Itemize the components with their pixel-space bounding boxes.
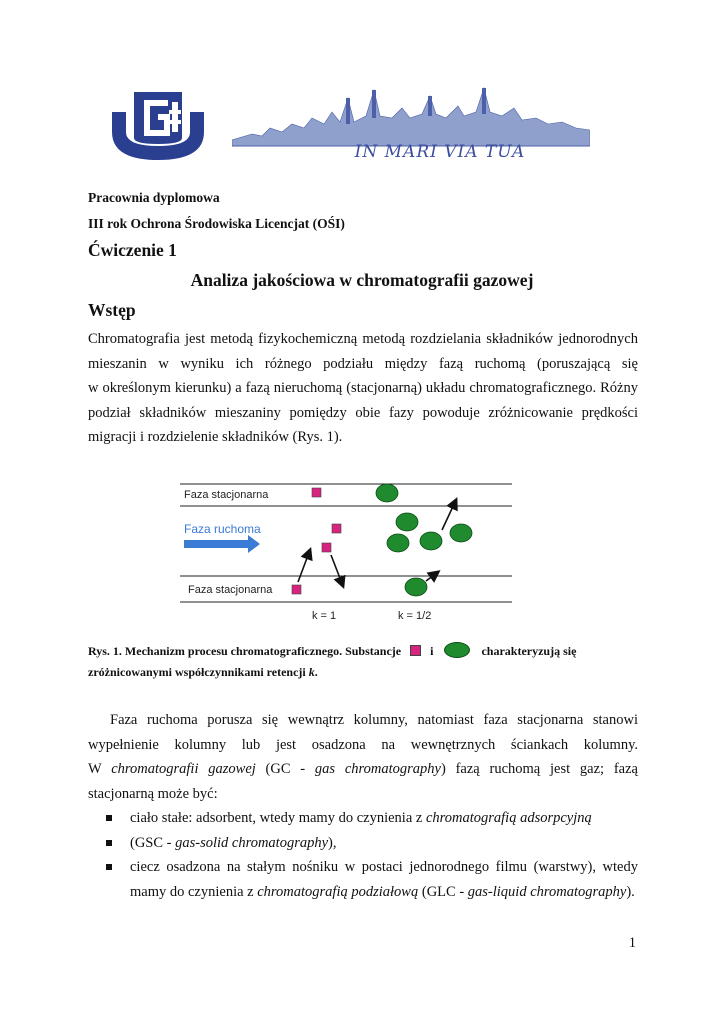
caption-text: zróżnicowanymi współczynnikami retencji [88,665,309,679]
intro-line: mieszanin w wyniku ich różnego podziału między fazą ruchomą (poruszającą się [88,355,638,372]
main-title: Analiza jakościowa w chromatografii gazowej [190,270,534,290]
circle-substance-icon [396,513,418,531]
para-italic: chromatografii gazowej [111,761,256,777]
k-value-1: k = 1 [312,610,337,622]
intro-line: podział składników mieszaniny pomiędzy obie fazy powoduje zróżnicowanie prędkości [88,404,638,421]
square-substance-icon [292,585,301,594]
circle-substance-icon [376,484,398,502]
intro-line: w określonym kierunku) a fazą nieruchomą (stacjonarną) układu chromatograficznego. Różny [88,380,638,396]
bullet-italic: gas-solid chromatography [175,834,329,851]
figure-caption-line1 [88,642,576,659]
label-stationary-bottom: Faza stacjonarna [188,584,273,596]
bullet-icon [106,815,112,821]
label-mobile-phase: Faza ruchoma [184,522,261,536]
label-stationary-top: Faza stacjonarna [184,489,269,501]
bullet-italic: chromatografią podziałową [257,883,419,900]
circle-substance-icon [387,534,409,552]
bullet-text: ciało stałe: adsorbent, wtedy mamy do czynienia z [130,810,426,826]
arrow-icon [442,500,456,530]
bullet-italic: chromatografią adsorpcyjną [425,810,592,826]
circle-substance-icon [420,532,442,550]
circle-legend-icon [444,642,470,658]
para-text: ) fazą ruchomą jest gaz; fazą [440,761,638,777]
intro-heading: Wstęp [88,300,136,320]
intro-line: Chromatografia jest metodą fizykochemiczną metodą rozdzielania składników jednorodnych [88,331,638,347]
bullet-icon [106,864,112,870]
motto: IN MARI VIA TUA [354,142,526,162]
bullet-text: ), [328,834,337,851]
bullet-icon [106,840,112,846]
caption-text: . [314,665,318,679]
bullet-text: ciecz osadzona na stałym nośniku w postaci jednorodnego filmu (warstwy), wtedy mamy do czynienia z [130,859,638,900]
arrow-icon [298,550,310,582]
mobile-phase-arrow-icon [184,535,260,553]
para-text: (GC - [255,761,315,777]
intro-line: migracji i rozdzielenie składników (Rys. 1). [88,429,343,445]
bullet-text: (GSC - [130,834,176,851]
caption-text: charakteryzują się [481,644,577,658]
exercise-title: Ćwiczenie 1 [88,240,177,260]
circle-substance-icon [405,578,427,596]
square-substance-icon [322,543,331,552]
circle-substance-icon [450,524,472,542]
para-line: stacjonarną może być: [88,785,218,802]
k-value-2: k = 1/2 [398,610,432,622]
bullet-text: (GLC - [418,883,468,900]
university-logo [108,82,208,162]
page-number: 1 [628,935,636,951]
para-text: W [88,761,112,777]
para-line [88,757,638,782]
bullet-list [104,806,638,904]
bullet-text: ). [626,883,635,900]
chromatography-figure [180,472,516,628]
list-item [104,855,638,904]
list-item [104,831,638,856]
para-line: Faza ruchoma porusza się wewnątrz kolumny, natomiast faza stacjonarna stanowi [110,712,638,728]
para-italic: gas chromatography [314,761,441,777]
caption-text: Rys. 1. Mechanizm procesu chromatograficznego. Substancje [88,644,402,658]
program-line: III rok Ochrona Środowiska Licencjat (OŚI) [88,216,345,231]
caption-italic: k [308,665,315,679]
list-item [104,806,638,831]
phase-paragraph [88,708,638,806]
caption-text: i [430,644,434,658]
intro-paragraph [88,327,638,450]
figure-caption-line2 [88,665,318,680]
arrow-icon [331,555,343,586]
para-line: wypełnienie kolumny lub jest osadzona na wewnętrznych ściankach kolumny. [88,736,638,753]
bullet-italic: gas-liquid chromatography [467,883,627,900]
square-legend-icon [410,645,421,656]
square-substance-icon [312,488,321,497]
square-substance-icon [332,524,341,533]
course-line: Pracownia dyplomowa [88,190,220,205]
